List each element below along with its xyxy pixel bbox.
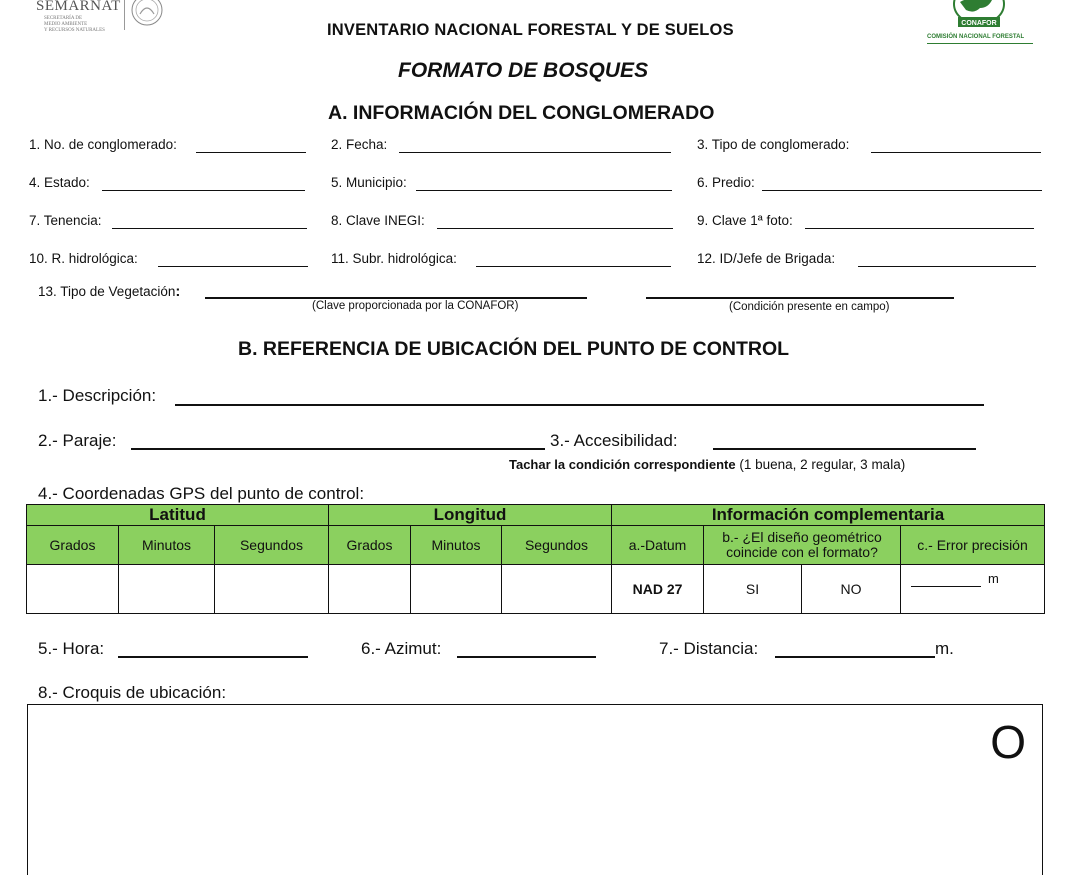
croquis-sketch-area[interactable]	[27, 704, 1043, 875]
subheader-lat-minutos: Minutos	[119, 526, 215, 565]
cell-option-si[interactable]: SI	[704, 565, 802, 614]
field-line-conglomerado[interactable]	[196, 152, 306, 153]
cell-option-no[interactable]: NO	[802, 565, 901, 614]
conafor-logo-text: CONAFOR	[961, 20, 997, 27]
field-line-municipio[interactable]	[416, 190, 672, 191]
error-precision-line[interactable]	[911, 586, 981, 587]
croquis-label: 8.- Croquis de ubicación:	[38, 683, 227, 702]
note-condicion-campo: (Condición presente en campo)	[729, 301, 890, 313]
field-label-conglomerado: 1. No. de conglomerado:	[29, 137, 177, 152]
subheader-error-precision: c.- Error precisión	[901, 526, 1045, 565]
field-label-jefe-brigada: 12. ID/Jefe de Brigada:	[697, 251, 836, 266]
field-label-estado: 4. Estado:	[29, 175, 90, 190]
field-line-paraje[interactable]	[131, 448, 545, 450]
field-label-paraje: 2.- Paraje:	[38, 431, 117, 450]
header-longitud: Longitud	[329, 505, 612, 526]
header-latitud: Latitud	[27, 505, 329, 526]
field-line-distancia[interactable]	[775, 656, 935, 658]
field-line-clave-inegi[interactable]	[437, 228, 673, 229]
cell-error-precision[interactable]	[901, 565, 1045, 614]
field-line-subregion-hidrologica[interactable]	[476, 266, 671, 267]
cell-datum-nad27[interactable]: NAD 27	[612, 565, 704, 614]
croquis-mark: O	[990, 716, 1026, 768]
cell-lon-grados[interactable]	[329, 565, 411, 614]
field-label-tenencia: 7. Tenencia:	[29, 213, 102, 228]
field-label-fecha: 2. Fecha:	[331, 137, 388, 152]
section-a-title: A. INFORMACIÓN DEL CONGLOMERADO	[328, 102, 715, 124]
field-label-accesibilidad: 3.- Accesibilidad:	[550, 431, 678, 450]
form-title: FORMATO DE BOSQUES	[398, 59, 649, 82]
field-label-hora: 5.- Hora:	[38, 639, 105, 658]
mexico-seal-icon	[128, 0, 166, 30]
cell-lat-grados[interactable]	[27, 565, 119, 614]
subheader-lon-grados: Grados	[329, 526, 411, 565]
coords-label: 4.- Coordenadas GPS del punto de control:	[38, 484, 365, 503]
field-label-distancia: 7.- Distancia:	[659, 639, 759, 658]
field-label-clave-foto: 9. Clave 1ª foto:	[697, 213, 793, 228]
field-label-tipo-conglomerado: 3. Tipo de conglomerado:	[697, 137, 850, 152]
field-line-fecha[interactable]	[399, 152, 671, 153]
field-line-predio[interactable]	[762, 190, 1042, 191]
cell-lat-minutos[interactable]	[119, 565, 215, 614]
field-label-subregion-hidrologica: 11. Subr. hidrológica:	[331, 251, 457, 266]
error-unit: m	[988, 571, 999, 586]
section-b-title: B. REFERENCIA DE UBICACIÓN DEL PUNTO DE CONTROL	[238, 338, 790, 360]
field-line-vegetacion-clave[interactable]	[205, 297, 587, 299]
subheader-datum: a.-Datum	[612, 526, 704, 565]
subheader-lon-segundos: Segundos	[502, 526, 612, 565]
field-line-jefe-brigada[interactable]	[858, 266, 1036, 267]
conafor-underline	[927, 43, 1033, 44]
cell-lat-segundos[interactable]	[215, 565, 329, 614]
field-label-clave-inegi: 8. Clave INEGI:	[331, 213, 425, 228]
note-clave-conafor: (Clave proporcionada por la CONAFOR)	[312, 300, 519, 312]
distancia-unit: m.	[935, 639, 954, 658]
header-title: INVENTARIO NACIONAL FORESTAL Y DE SUELOS	[327, 21, 734, 39]
subheader-diseno-geometrico: b.- ¿El diseño geométrico coincide con el formato?	[704, 526, 901, 565]
field-line-vegetacion-condicion[interactable]	[646, 297, 954, 299]
field-line-estado[interactable]	[102, 190, 305, 191]
field-label-tipo-vegetacion: 13. Tipo de Vegetación:	[38, 283, 181, 300]
subheader-lon-minutos: Minutos	[411, 526, 502, 565]
field-line-accesibilidad[interactable]	[713, 448, 976, 450]
field-line-clave-foto[interactable]	[805, 228, 1034, 229]
field-line-azimut[interactable]	[457, 656, 596, 658]
field-line-hora[interactable]	[118, 656, 308, 658]
field-label-region-hidrologica: 10. R. hidrológica:	[29, 251, 138, 266]
field-label-predio: 6. Predio:	[697, 175, 755, 190]
field-line-region-hidrologica[interactable]	[158, 266, 308, 267]
semarnat-logo-text: SEMARNAT	[36, 0, 121, 14]
field-label-municipio: 5. Municipio:	[331, 175, 407, 190]
subheader-lat-grados: Grados	[27, 526, 119, 565]
note-tachar-condicion: Tachar la condición correspondiente (1 buena, 2 regular, 3 mala)	[509, 457, 906, 472]
semarnat-divider	[124, 0, 125, 30]
field-line-descripcion[interactable]	[175, 404, 984, 406]
cell-lon-minutos[interactable]	[411, 565, 502, 614]
cell-lon-segundos[interactable]	[502, 565, 612, 614]
header-info-complementaria: Información complementaria	[612, 505, 1045, 526]
subheader-lat-segundos: Segundos	[215, 526, 329, 565]
gps-coordinates-table	[26, 504, 1045, 614]
conafor-subtitle: COMISIÓN NACIONAL FORESTAL	[927, 34, 1025, 40]
field-line-tipo-conglomerado[interactable]	[871, 152, 1041, 153]
semarnat-logo-subtitle: SECRETARÍA DE MEDIO AMBIENTE Y RECURSOS NATURALES	[44, 16, 105, 33]
field-label-azimut: 6.- Azimut:	[361, 639, 442, 658]
conafor-logo-icon	[944, 0, 1014, 32]
field-label-descripcion: 1.- Descripción:	[38, 386, 157, 405]
field-line-tenencia[interactable]	[112, 228, 307, 229]
